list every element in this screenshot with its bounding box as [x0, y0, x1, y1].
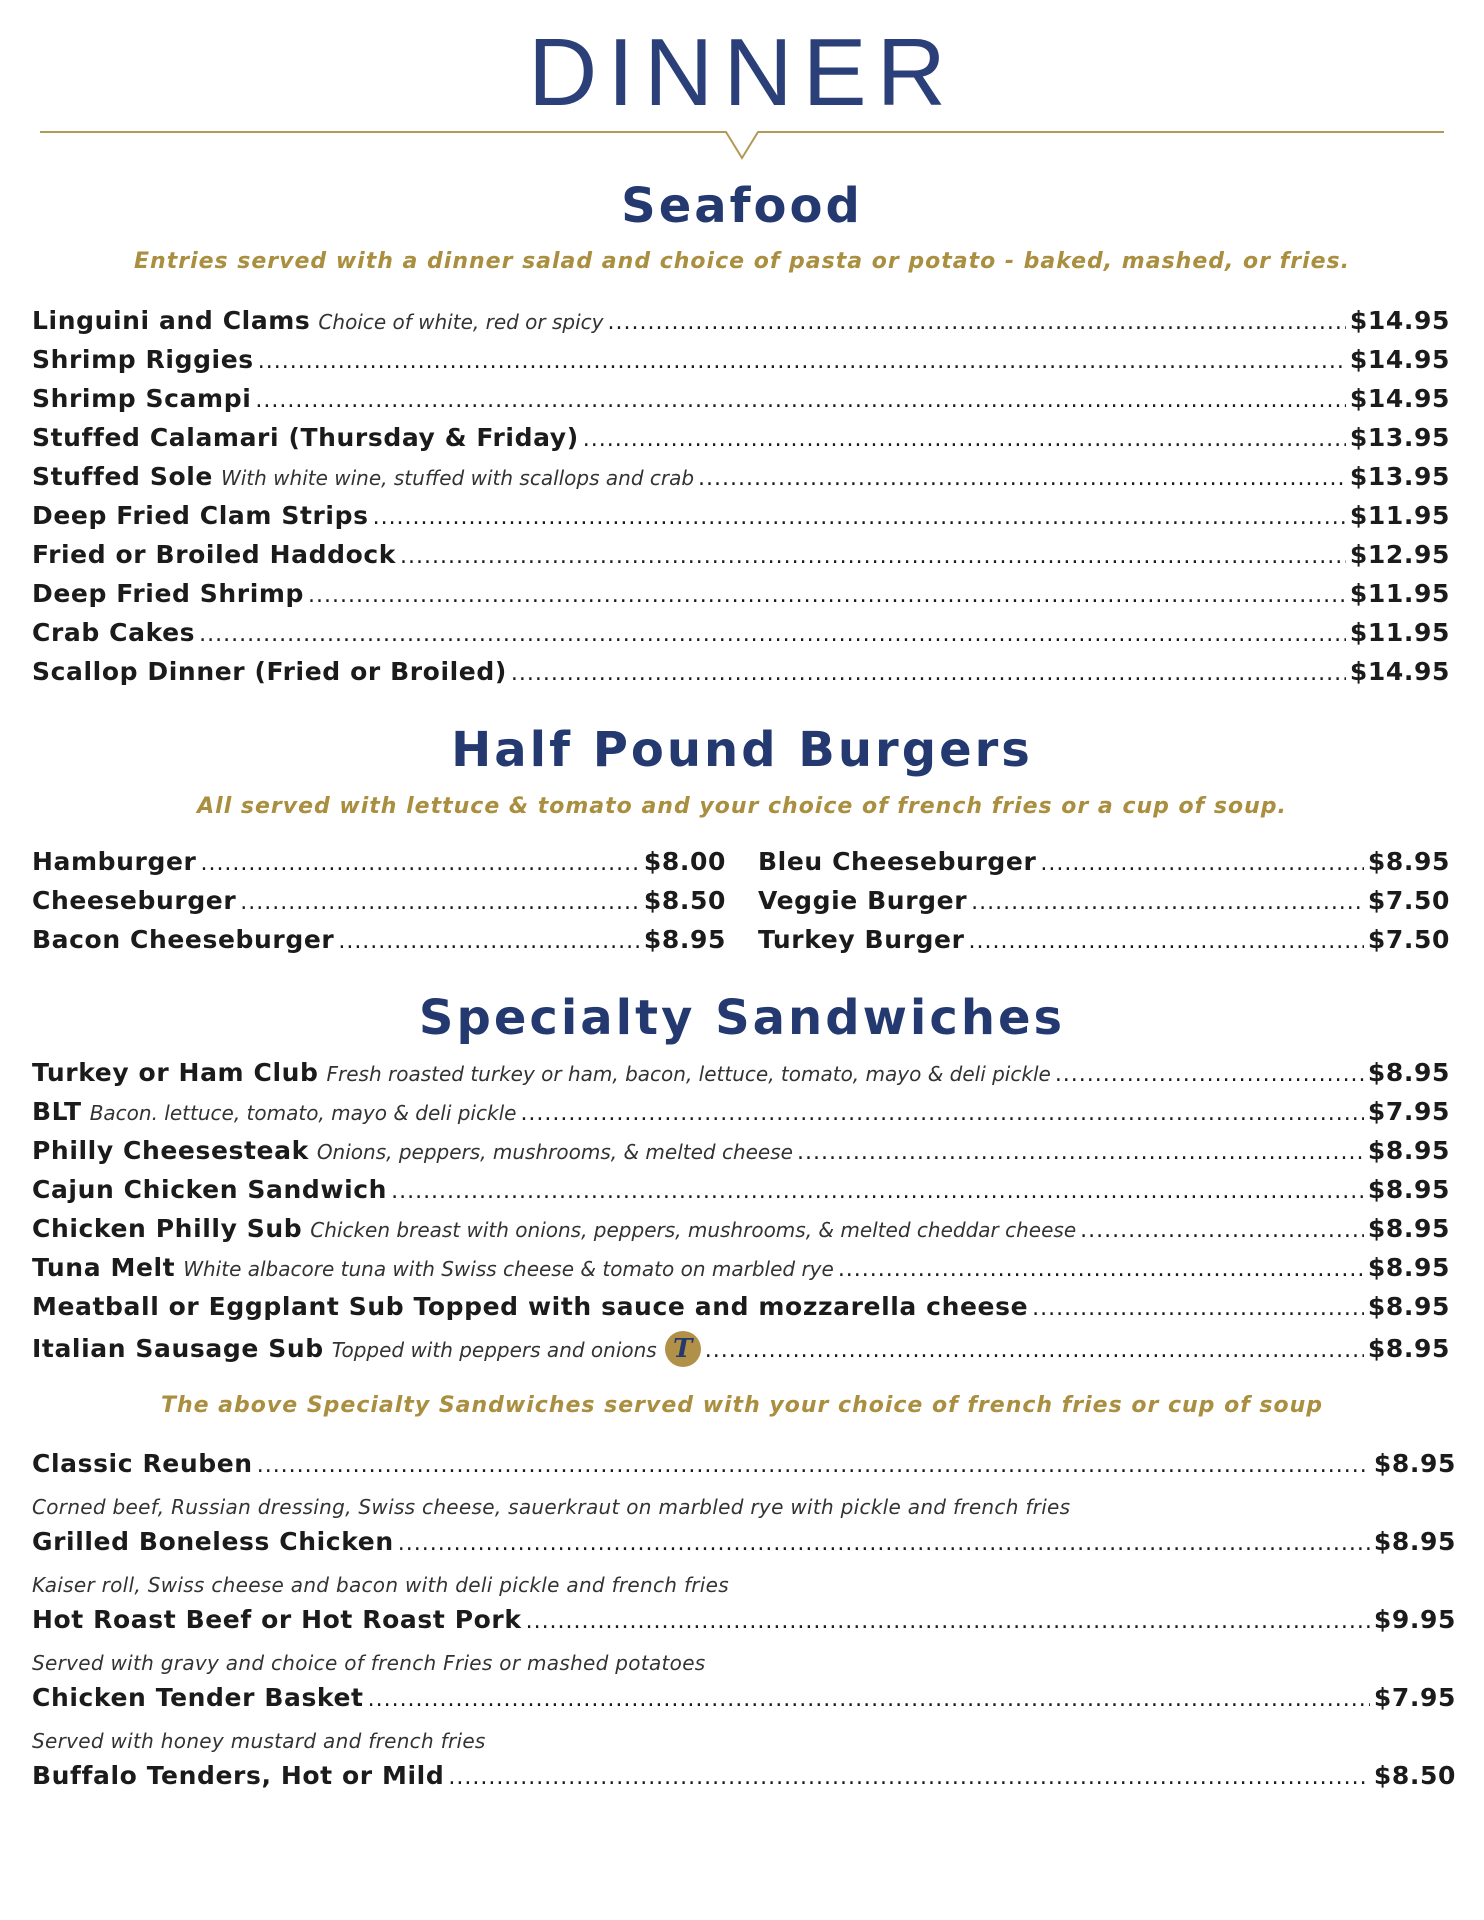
- item-price: $12.95: [1349, 540, 1450, 569]
- item-name: Italian Sausage Sub: [32, 1334, 324, 1363]
- item-price: $7.95: [1373, 1683, 1456, 1712]
- item-name: Veggie Burger: [758, 886, 968, 915]
- menu-item-row: [32, 1058, 1450, 1097]
- item-price: $8.95: [1373, 1449, 1456, 1478]
- item-price: $8.95: [1367, 1253, 1450, 1282]
- item-name: Hamburger: [32, 847, 197, 876]
- item-name: Turkey Burger: [758, 925, 965, 954]
- dot-leader: [797, 1140, 1364, 1165]
- dot-leader: [969, 929, 1364, 954]
- menu-item-row: [32, 1253, 1450, 1292]
- item-name: Meatball or Eggplant Sub Topped with sauce and mozzarella cheese: [32, 1292, 1029, 1321]
- dot-leader: [583, 427, 1346, 452]
- dot-leader: [338, 929, 640, 954]
- dot-leader: [838, 1257, 1364, 1282]
- item-price: $8.50: [1373, 1761, 1456, 1790]
- seafood-title: Seafood: [621, 178, 863, 234]
- dot-leader: [200, 851, 639, 876]
- menu-item-row: [758, 847, 1450, 886]
- dot-leader: [1080, 1218, 1364, 1243]
- dot-leader: [1032, 1296, 1364, 1321]
- item-price: $8.95: [1367, 1214, 1450, 1243]
- menu-item-row: [32, 1527, 1456, 1566]
- menu-item-row: [32, 423, 1450, 462]
- item-name: Shrimp Riggies: [32, 345, 254, 374]
- menu-item-row: [32, 1136, 1450, 1175]
- title-divider: [40, 120, 1444, 166]
- item-price: $14.95: [1349, 345, 1450, 374]
- item-name: Crab Cakes: [32, 618, 196, 647]
- dot-leader: [1040, 851, 1364, 876]
- item-price: $8.95: [643, 925, 726, 954]
- burgers-right-list: [758, 847, 1450, 964]
- burgers-subtitle: All served with lettuce & tomato and your choice of french fries or a cup of soup.: [197, 794, 1287, 819]
- item-price: $8.95: [1367, 1058, 1450, 1087]
- dot-leader: [240, 890, 640, 915]
- dot-leader: [971, 890, 1364, 915]
- item-name: Shrimp Scampi: [32, 384, 252, 413]
- item-description: Chicken breast with onions, peppers, mushrooms, & melted cheddar cheese: [310, 1218, 1077, 1242]
- menu-item-row: [32, 1175, 1450, 1214]
- dot-leader: [391, 1179, 1364, 1204]
- item-name: Tuna Melt: [32, 1253, 176, 1282]
- item-price: $14.95: [1349, 384, 1450, 413]
- menu-item-row: [32, 1292, 1450, 1331]
- menu-item-row: [32, 579, 1450, 618]
- item-price: $8.95: [1367, 1292, 1450, 1321]
- seafood-list: [32, 306, 1450, 696]
- item-description: With white wine, stuffed with scallops and crab: [220, 466, 695, 490]
- item-price: $11.95: [1349, 501, 1450, 530]
- menu-item-row: [32, 925, 726, 964]
- menu-item-row: [32, 847, 726, 886]
- item-description: Onions, peppers, mushrooms, & melted cheese: [316, 1140, 793, 1164]
- menu-item-row: [32, 886, 726, 925]
- item-description: White albacore tuna with Swiss cheese & tomato on marbled rye: [183, 1257, 834, 1281]
- specialty-badge-icon: T: [665, 1331, 701, 1367]
- item-name: Buffalo Tenders, Hot or Mild: [32, 1761, 445, 1790]
- item-name: Cheeseburger: [32, 886, 237, 915]
- dot-leader: [511, 661, 1346, 686]
- item-description: Topped with peppers and onions: [331, 1338, 657, 1362]
- dot-leader: [257, 1453, 1370, 1478]
- menu-item-row: [758, 925, 1450, 964]
- burgers-title: Half Pound Burgers: [451, 722, 1033, 778]
- item-price: $13.95: [1349, 462, 1450, 491]
- item-name: Bacon Cheeseburger: [32, 925, 335, 954]
- sandwiches-title: Specialty Sandwiches: [418, 990, 1066, 1046]
- item-price: $7.50: [1367, 925, 1450, 954]
- menu-item-row: [32, 462, 1450, 501]
- item-description: Corned beef, Russian dressing, Swiss cheese, sauerkraut on marbled rye with pickle and french fries: [32, 1495, 1071, 1519]
- item-name: Turkey or Ham Club: [32, 1058, 319, 1087]
- item-name: Stuffed Calamari (Thursday & Friday): [32, 423, 579, 452]
- menu-item-row: [32, 501, 1450, 540]
- item-name: Scallop Dinner (Fried or Broiled): [32, 657, 507, 686]
- item-price: $14.95: [1349, 657, 1450, 686]
- page-title: DINNER: [527, 19, 956, 126]
- item-price: $8.50: [643, 886, 726, 915]
- item-name: Bleu Cheeseburger: [758, 847, 1037, 876]
- menu-item-row: [32, 618, 1450, 657]
- item-price: $8.95: [1367, 1175, 1450, 1204]
- item-price: $8.95: [1367, 1136, 1450, 1165]
- dot-leader: [698, 466, 1346, 491]
- item-price: $11.95: [1349, 618, 1450, 647]
- item-name: Chicken Philly Sub: [32, 1214, 303, 1243]
- dot-leader: [400, 544, 1346, 569]
- menu-item-row: [32, 1214, 1450, 1253]
- item-name: Chicken Tender Basket: [32, 1683, 364, 1712]
- item-price: $8.00: [643, 847, 726, 876]
- seafood-subtitle: Entries served with a dinner salad and choice of pasta or potato - baked, mashed, or fries.: [134, 249, 1350, 274]
- item-price: $7.50: [1367, 886, 1450, 915]
- dot-leader: [255, 388, 1346, 413]
- menu-item-row: [32, 657, 1450, 696]
- dot-leader: [398, 1531, 1370, 1556]
- item-description: Bacon. lettuce, tomato, mayo & deli pickle: [89, 1101, 517, 1125]
- dot-leader: [1055, 1062, 1364, 1087]
- menu-item-row: [32, 384, 1450, 423]
- burgers-left-list: [32, 847, 726, 964]
- item-description: Served with honey mustard and french fries: [32, 1729, 486, 1753]
- dot-leader: [520, 1101, 1363, 1126]
- extras-list: [32, 1449, 1456, 1800]
- item-price: $8.95: [1373, 1527, 1456, 1556]
- item-price: $7.95: [1367, 1097, 1450, 1126]
- dot-leader: [608, 310, 1346, 335]
- sandwiches-list: [32, 1058, 1450, 1370]
- menu-item-row: [758, 886, 1450, 925]
- menu-item-row: [32, 1449, 1456, 1488]
- menu-item-row: [32, 1605, 1456, 1644]
- menu-item-row: [32, 1761, 1456, 1800]
- item-name: Deep Fried Shrimp: [32, 579, 305, 608]
- item-name: Philly Cheesesteak: [32, 1136, 309, 1165]
- item-name: Deep Fried Clam Strips: [32, 501, 369, 530]
- item-description: Served with gravy and choice of french Fries or mashed potatoes: [32, 1651, 706, 1675]
- item-name: Classic Reuben: [32, 1449, 253, 1478]
- item-name: Stuffed Sole: [32, 462, 213, 491]
- menu-item-row: [32, 1331, 1450, 1370]
- menu-item-row: [32, 345, 1450, 384]
- dot-leader: [705, 1338, 1364, 1363]
- item-name: Cajun Chicken Sandwich: [32, 1175, 388, 1204]
- dot-leader: [308, 583, 1346, 608]
- menu-item-row: [32, 1683, 1456, 1722]
- item-name: Fried or Broiled Haddock: [32, 540, 396, 569]
- dot-leader: [199, 622, 1346, 647]
- sandwiches-note: The above Specialty Sandwiches served with your choice of french fries or cup of soup: [160, 1393, 1324, 1418]
- item-price: $8.95: [1367, 847, 1450, 876]
- dot-leader: [448, 1765, 1370, 1790]
- item-price: $11.95: [1349, 579, 1450, 608]
- dot-leader: [526, 1609, 1370, 1634]
- item-description: Fresh roasted turkey or ham, bacon, lettuce, tomato, mayo & deli pickle: [326, 1062, 1051, 1086]
- item-price: $13.95: [1349, 423, 1450, 452]
- item-price: $14.95: [1349, 306, 1450, 335]
- item-description: Kaiser roll, Swiss cheese and bacon with deli pickle and french fries: [32, 1573, 729, 1597]
- dot-leader: [373, 505, 1346, 530]
- menu-item-row: [32, 540, 1450, 579]
- item-name: Linguini and Clams: [32, 306, 311, 335]
- dot-leader: [258, 349, 1346, 374]
- menu-item-row: [32, 1097, 1450, 1136]
- item-price: $9.95: [1373, 1605, 1456, 1634]
- item-price: $8.95: [1367, 1334, 1450, 1363]
- item-name: BLT: [32, 1097, 82, 1126]
- menu-item-row: [32, 306, 1450, 345]
- item-name: Hot Roast Beef or Hot Roast Pork: [32, 1605, 522, 1634]
- item-description: Choice of white, red or spicy: [318, 310, 604, 334]
- dot-leader: [368, 1687, 1370, 1712]
- item-name: Grilled Boneless Chicken: [32, 1527, 394, 1556]
